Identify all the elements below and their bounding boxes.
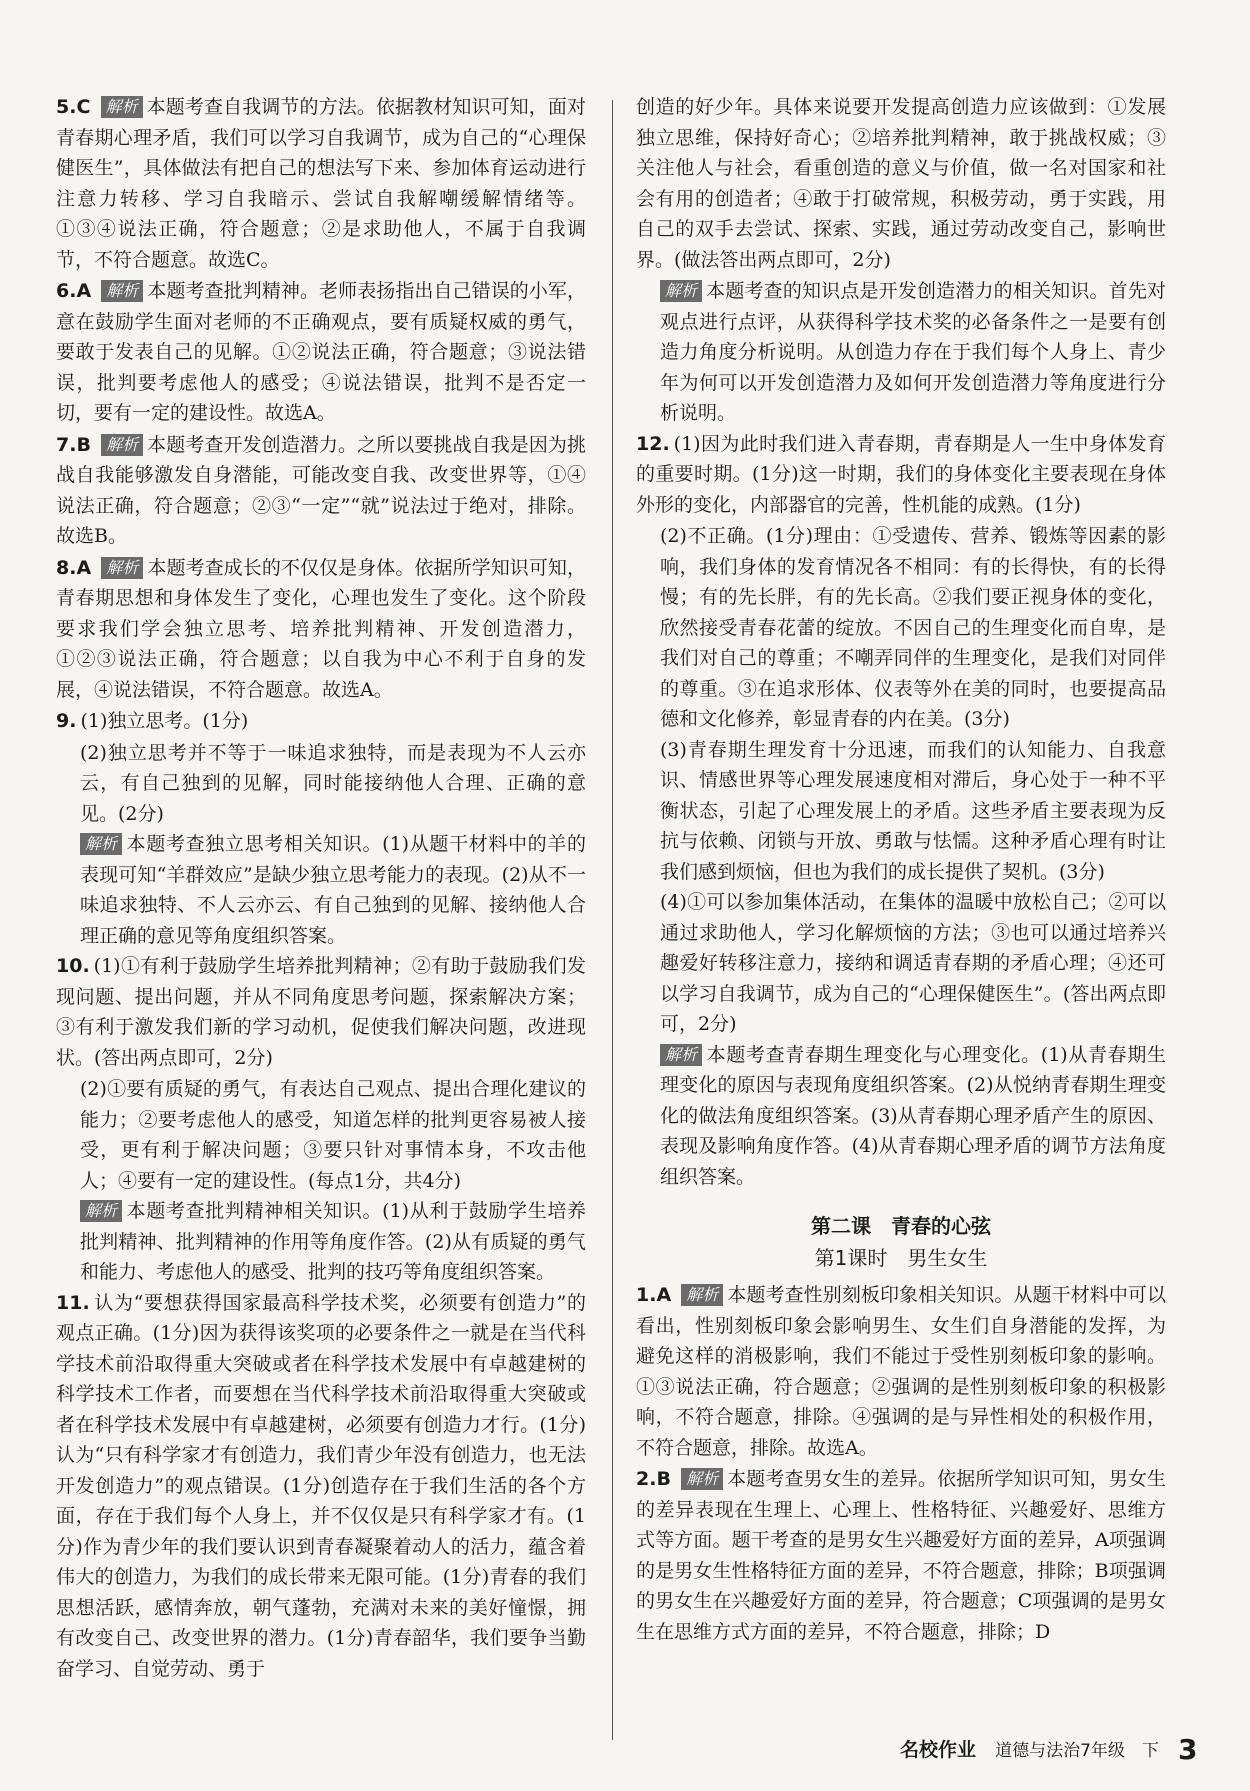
answer-text: (1)①有利于鼓励学生培养批判精神；②有助于鼓励我们发现问题、提出问题，并从不同角度思考问题，探索解决方案；③有利于激发我们新的学习动机，促使我们解决问题，改进现状。(答出两点即可，2分) (56, 955, 586, 1069)
answer-10-analysis (56, 1196, 586, 1288)
answer-text: 本题考查男女生的差异。依据所学知识可知，男女生的差异表现在生理上、心理上、性格特征、兴趣爱好、思维方式等方面。题干考查的是男女生兴趣爱好方面的差异，A项强调的是男女生性格特征方面的差异，不符合题意，排除；B项强调的男女生在兴趣爱好方面的差异，符合题意；C项强调的是男女生在思维方式方面的差异，不符合题意，排除；D (636, 1468, 1166, 1643)
answer-5 (56, 92, 586, 275)
answer-12-analysis (636, 1040, 1166, 1193)
answer-2 (636, 1464, 1166, 1647)
analysis-text: 本题考查批判精神相关知识。(1)从利于鼓励学生培养批判精神、批判精神的作用等角度作答。(2)从有质疑的勇气和能力、考虑他人的感受、批判的技巧等角度组织答案。 (80, 1200, 586, 1283)
answer-text: 认为“要想获得国家最高科学技术奖，必须要有创造力”的观点正确。(1分)因为获得该奖项的必要条件之一就是在当代科学技术前沿取得重大突破或者在科学技术发展中有卓越建树的科学技术工作者，而要想在当代科学技术前沿取得重大突破或者在科学技术发展中有卓越建树，必须要有创造力才行。(1分)认为“只有科学家才有创造力，我们青少年没有创造力，也无法开发创造力”的观点错误。(1分)创造存在于我们生活的各个方面，存在于我们每个人身上，并不仅仅是只有科学家才有。(1分)作为青少年的我们要认识到青春凝聚着动人的活力，蕴含着伟大的创造力，为我们的成长带来无限可能。(1分)青春的我们思想活跃，感情奔放，朝气蓬勃，充满对未来的美好憧憬，拥有改变自己、改变世界的潜力。(1分)青春韶华，我们要争当勤奋学习、自觉劳动、勇于 (56, 1291, 586, 1680)
lesson-title: 第二课 青春的心弦 (811, 1214, 991, 1238)
analysis-tag: 解析 (80, 1200, 122, 1222)
answer-12-part-4: (4)①可以参加集体活动，在集体的温暖中放松自己；②可以通过求助他人，学习化解烦恼的方法；③也可以通过培养兴趣爱好转移注意力，接纳和调适青春期的矛盾心理；④还可以学习自我调节，成为自己的“心理保健医生”。(答出两点即可，2分) (660, 891, 1166, 1035)
footer-subject: 道德与法治7年级 下 (995, 1741, 1159, 1761)
answer-10-part-1 (56, 951, 586, 1073)
answer-9-part-2: (2)独立思考并不等于一味追求独特，而是表现为不人云亦云，有自己独到的见解，同时能接纳他人合理、正确的意见。(2分) (80, 741, 586, 825)
answer-10-part-2: (2)①要有质疑的勇气，有表达自己观点、提出合理化建议的能力；②要考虑他人的感受，知道怎样的批判更容易被人接受，更有利于解决问题；③要只针对事情本身，不攻击他人；④要有一定的建设性。(每点1分，共4分) (80, 1078, 586, 1192)
analysis-text: 本题考查独立思考相关知识。(1)从题干材料中的羊的表现可知“羊群效应”是缺少独立思考能力的表现。(2)从不一味追求独特、不人云亦云、有自己独到的见解、接纳他人合理正确的意见等角度组织答案。 (80, 833, 586, 947)
analysis-tag: 解析 (101, 557, 143, 579)
answer-text: (1)独立思考。(1分) (80, 710, 249, 732)
answer-6 (56, 276, 586, 429)
analysis-tag: 解析 (660, 1044, 702, 1066)
question-number: 9. (56, 710, 77, 732)
answer-12-part-1 (636, 429, 1166, 521)
lesson-subtitle: 第1课时 男生女生 (814, 1246, 988, 1270)
analysis-tag: 解析 (681, 1468, 723, 1490)
question-number: 8.A (56, 556, 92, 579)
answer-11 (56, 1288, 586, 1685)
analysis-text: 本题考查的知识点是开发创造潜力的相关知识。首先对观点进行点评，从获得科学技术奖的必备条件之一是要有创造力角度分析说明。从创造力存在于我们每个人身上、青少年为何可以开发创造潜力及如何开发创造潜力等角度进行分析说明。 (660, 280, 1166, 424)
answer-text: 本题考查开发创造潜力。之所以要挑战自我是因为挑战自我能够激发自身潜能，可能改变自我、改变世界等，①④说法正确，符合题意；②③“一定”“就”说法过于绝对，排除。故选B。 (56, 433, 586, 547)
answer-text: 本题考查自我调节的方法。依据教材知识可知，面对青春期心理矛盾，我们可以学习自我调节，成为自己的“心理保健医生”，具体做法有把自己的想法写下来、参加体育运动进行注意力转移、学习自我暗示、尝试自我解嘲缓解情绪等。①③④说法正确，符合题意；②是求助他人，不属于自我调节，不符合题意。故选C。 (56, 96, 586, 271)
answer-9-analysis (56, 829, 586, 951)
right-column (636, 92, 1166, 1648)
analysis-tag: 解析 (80, 833, 122, 855)
answer-1 (636, 1280, 1166, 1463)
page-number: 3 (1178, 1733, 1198, 1766)
answer-9-part-1 (56, 706, 586, 737)
column-divider (612, 100, 613, 1740)
analysis-tag: 解析 (101, 434, 143, 456)
question-number: 5.C (56, 96, 91, 118)
answer-12-part-3: (3)青春期生理发育十分迅速，而我们的认知能力、自我意识、情感世界等心理发展速度相对滞后，身心处于一种不平衡状态，引起了心理发展上的矛盾。这些矛盾主要表现为反抗与依赖、闭锁与开放、勇敢与怯懦。这种矛盾心理有时让我们感到烦恼，但也为我们的成长提供了契机。(3分) (660, 738, 1166, 883)
question-number: 6.A (56, 280, 92, 302)
answer-12-part-2: (2)不正确。(1分)理由：①受遗传、营养、锻炼等因素的影响，我们身体的发育情况各不相同：有的长得快，有的长得慢；有的先长胖，有的先长高。②我们要正视身体的变化，欣然接受青春花蕾的绽放。不因自己的生理变化而自卑，是我们对自己的尊重；不嘲弄同伴的生理变化，是我们对同伴的尊重。③在追求形体、仪表等外在美的同时，也要提高品德和文化修养，彰显青春的内在美。(3分) (660, 525, 1166, 730)
question-number: 11. (56, 1291, 90, 1314)
question-number: 7.B (56, 433, 91, 456)
answer-text: 本题考查批判精神。老师表扬指出自己错误的小军，意在鼓励学生面对老师的不正确观点，要有质疑权威的勇气，要敢于发表自己的见解。①②说法正确，符合题意；③说法错误，批判要考虑他人的感受；④说法错误，批判不是否定一切，要有一定的建设性。故选A。 (56, 280, 586, 424)
question-number: 1.A (636, 1284, 672, 1306)
analysis-text: 本题考查青春期生理变化与心理变化。(1)从青春期生理变化的原因与表现角度组织答案。(2)从悦纳青春期生理变化的做法角度组织答案。(3)从青春期心理矛盾产生的原因、表现及影响角度作答。(4)从青春期心理矛盾的调节方法角度组织答案。 (660, 1043, 1166, 1188)
analysis-tag: 解析 (681, 1284, 723, 1306)
question-number: 12. (636, 432, 670, 455)
page-footer (900, 1733, 1198, 1766)
answer-7 (56, 430, 586, 552)
answer-text: 本题考查性别刻板印象相关知识。从题干材料中可以看出，性别刻板印象会影响男生、女生们自身潜能的发挥，为避免这样的消极影响，我们不能过于受性别刻板印象的影响。①③说法正确，符合题意；②强调的是性别刻板印象的积极影响，不符合题意，排除。④强调的是与异性相处的积极作用，不符合题意，排除。故选A。 (636, 1284, 1166, 1459)
analysis-tag: 解析 (660, 280, 702, 302)
answer-11-continued: 创造的好少年。具体来说要开发提高创造力应该做到：①发展独立思维，保持好奇心；②培养批判精神，敢于挑战权威；③关注他人与社会，看重创造的意义与价值，做一名对国家和社会有用的创造者；④敢于打破常规，积极劳动，勇于实践，用自己的双手去尝试、探索、实践，通过劳动改变自己，影响世界。(做法答出两点即可，2分) (636, 96, 1166, 271)
answer-text: (1)因为此时我们进入青春期，青春期是人一生中身体发育的重要时期。(1分)这一时期，我们的身体变化主要表现在身体外形的变化，内部器官的完善，性机能的成熟。(1分) (636, 432, 1166, 516)
question-number: 10. (56, 955, 90, 977)
question-number: 2.B (636, 1468, 671, 1490)
footer-brand: 名校作业 (900, 1739, 977, 1761)
left-column (56, 92, 586, 1685)
analysis-tag: 解析 (101, 280, 143, 302)
answer-8 (56, 553, 586, 706)
analysis-tag: 解析 (101, 96, 143, 118)
answer-text: 本题考查成长的不仅仅是身体。依据所学知识可知，青春期思想和身体发生了变化，心理也发生了变化。这个阶段要求我们学会独立思考、培养批判精神、开发创造潜力，①②③说法正确，符合题意；以自我为中心不利于自身的发展，④说法错误，不符合题意。故选A。 (56, 556, 586, 701)
answer-11-analysis (636, 276, 1166, 429)
